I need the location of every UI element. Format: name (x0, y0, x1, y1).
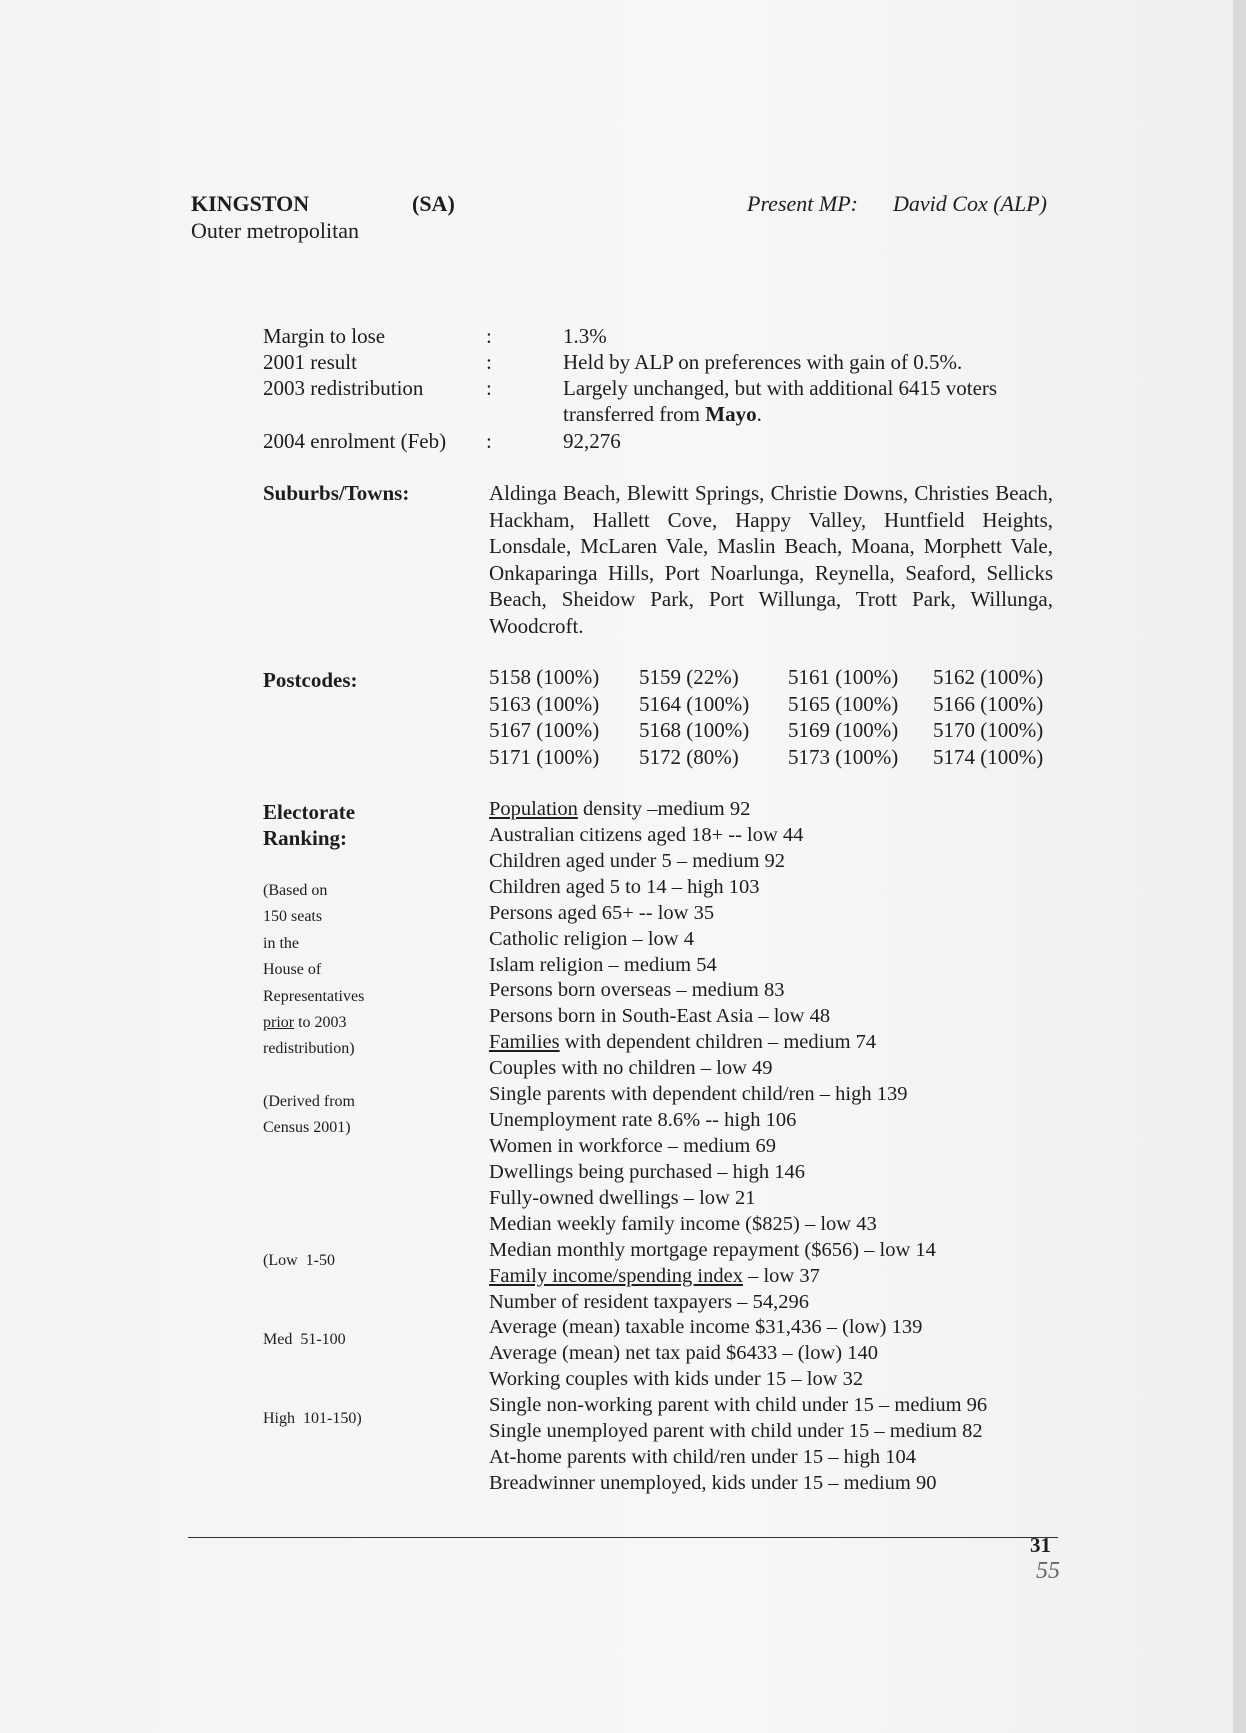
info-colon: : (486, 429, 492, 453)
note-line: Med 51-100 (263, 1331, 346, 1349)
note-underlined: prior (263, 1014, 295, 1032)
ranking-item (489, 1030, 987, 1056)
ranking-item (489, 823, 987, 849)
ranking-label-line2: Ranking: (263, 826, 348, 850)
ranking-item (489, 1082, 987, 1108)
ranking-item-text: Single non-working parent with child under 15 – medium 96 (489, 1394, 988, 1417)
info-label: Margin to lose (263, 324, 386, 348)
ranking-item-underlined: Families (489, 1031, 560, 1054)
ranking-item-text: Dwellings being purchased – high 146 (489, 1160, 805, 1183)
info-value-bold: Mayo (705, 402, 757, 426)
info-colon: : (486, 350, 492, 374)
ranking-item-text: Couples with no children – low 49 (489, 1057, 773, 1080)
info-colon: : (486, 376, 492, 400)
postcode-cell: 5171 (100%) (489, 745, 600, 769)
ranking-item-text: density –medium 92 (577, 798, 751, 820)
postcode-cell: 5172 (80%) (639, 745, 739, 769)
ranking-item-text: Women in workforce – medium 69 (489, 1134, 776, 1157)
postcode-cell: 5161 (100%) (788, 665, 899, 689)
ranking-item (489, 1004, 987, 1030)
ranking-item-text: Persons aged 65+ -- low 35 (489, 901, 715, 924)
ranking-item (489, 1238, 987, 1264)
note-line: House of (263, 961, 322, 979)
ranking-item-text: with dependent children – medium 74 (559, 1031, 877, 1054)
info-value: Held by ALP on preferences with gain of 0.5%. (563, 350, 963, 374)
suburbs-list: Aldinga Beach, Blewitt Springs, Christie Downs, Christies Beach, Hackham, Hallett Cove, Happy Valley, Huntfield Heights, Lonsdale, McLaren Vale, Maslin Beach, Moana, Morphett Vale, Onkaparinga Hills, Port Noarlunga, Reynella, Seaford, Sellicks Beach, Sheidow Park, Port Willunga, Trott Park, Willunga, Woodcroft. (489, 481, 1053, 638)
postcode-cell: 5173 (100%) (788, 745, 899, 769)
info-label: 2004 enrolment (Feb) (263, 429, 447, 453)
ranking-item (489, 1393, 987, 1419)
ranking-item (489, 1290, 987, 1316)
ranking-item-text: Australian citizens aged 18+ -- low 44 (489, 823, 804, 846)
ranking-note-derived (263, 1089, 355, 1142)
ranking-item-text: Number of resident taxpayers – 54,296 (489, 1290, 809, 1313)
postcode-cell: 5166 (100%) (933, 692, 1044, 716)
ranking-item-text: Median monthly mortgage repayment ($656) – low 14 (489, 1238, 936, 1261)
postcode-cell: 5165 (100%) (788, 692, 899, 716)
ranking-item-text: Single parents with dependent child/ren – high 139 (489, 1083, 908, 1106)
postcode-cell: 5169 (100%) (788, 718, 899, 742)
ranking-item (489, 797, 987, 823)
note-line: in the (263, 934, 299, 952)
ranking-item-text: Working couples with kids under 15 – low 32 (489, 1368, 864, 1391)
postcode-cell: 5162 (100%) (933, 665, 1044, 689)
postcode-cell: 5170 (100%) (933, 718, 1044, 742)
info-label: 2001 result (263, 350, 357, 374)
postcode-cell: 5163 (100%) (489, 692, 600, 716)
info-value: 92,276 (563, 429, 621, 453)
page-number: 31 (1030, 1533, 1051, 1557)
ranking-item-text: Children aged 5 to 14 – high 103 (489, 875, 760, 898)
ranking-item (489, 953, 987, 979)
postcode-cell: 5159 (22%) (639, 665, 739, 689)
ranking-item-underlined: Population (489, 798, 578, 820)
info-value-text: Largely unchanged, but with additional 6415 voters transferred from (563, 376, 998, 426)
ranking-item-text: Catholic religion – low 4 (489, 927, 694, 950)
note-line: Census 2001) (263, 1119, 351, 1137)
ranking-item-text: Single unemployed parent with child under 15 – medium 82 (489, 1420, 983, 1443)
note-text: to 2003 (294, 1014, 347, 1032)
info-colon: : (486, 324, 492, 348)
ranking-item-text: Unemployment rate 8.6% -- high 106 (489, 1109, 797, 1132)
ranking-note-based (263, 878, 364, 1063)
info-value: 1.3% (563, 324, 607, 348)
handwritten-mark: 55 (1036, 1558, 1060, 1584)
ranking-item-text: Fully-owned dwellings – low 21 (489, 1186, 756, 1209)
ranking-item-underlined: Family income/spending index (489, 1264, 743, 1287)
ranking-item (489, 1367, 987, 1393)
ranking-item-text: At-home parents with child/ren under 15 – high 104 (489, 1446, 916, 1469)
note-line: High 101-150) (263, 1410, 362, 1428)
present-mp-name: David Cox (ALP) (893, 191, 1047, 216)
postcode-cell: 5174 (100%) (933, 745, 1044, 769)
ranking-item (489, 1315, 987, 1341)
note-line (263, 1010, 364, 1036)
ranking-item-text: Persons born in South-East Asia – low 48 (489, 1005, 831, 1028)
note-line: (Low 1-50 (263, 1251, 335, 1269)
postcode-cell: 5168 (100%) (639, 718, 750, 742)
postcode-cell: 5164 (100%) (639, 692, 750, 716)
ranking-item (489, 1134, 987, 1160)
ranking-item (489, 1160, 987, 1186)
ranking-item-text: Islam religion – medium 54 (489, 953, 717, 976)
ranking-item (489, 1186, 987, 1212)
info-label: 2003 redistribution (263, 376, 424, 400)
ranking-item-text: Persons born overseas – medium 83 (489, 979, 785, 1002)
ranking-item (489, 901, 987, 927)
ranking-item-text: Median weekly family income ($825) – low 43 (489, 1212, 877, 1235)
present-mp-label: Present MP: (747, 191, 858, 216)
note-line: 150 seats (263, 908, 323, 926)
info-value (563, 375, 1083, 427)
postcode-cell: 5167 (100%) (489, 718, 600, 742)
ranking-item-text: – low 37 (742, 1264, 820, 1287)
ranking-item (489, 875, 987, 901)
note-line: (Derived from (263, 1093, 355, 1110)
postcodes-label: Postcodes: (263, 668, 358, 692)
ranking-item (489, 1056, 987, 1082)
ranking-item (489, 1341, 987, 1367)
ranking-note-scale (263, 1195, 362, 1485)
note-line: redistribution) (263, 1040, 355, 1058)
ranking-item-text: Average (mean) taxable income $31,436 – (low) 139 (489, 1316, 923, 1339)
ranking-item (489, 849, 987, 875)
note-line: (Based on (263, 882, 328, 899)
ranking-item (489, 1419, 987, 1445)
ranking-item-text: Breadwinner unemployed, kids under 15 – medium 90 (489, 1471, 937, 1494)
ranking-item (489, 927, 987, 953)
suburbs-label: Suburbs/Towns: (263, 481, 410, 505)
seat-name: KINGSTON (191, 191, 310, 216)
ranking-item (489, 1108, 987, 1134)
ranking-item-text: Children aged under 5 – medium 92 (489, 849, 786, 872)
info-value-end: . (756, 402, 762, 426)
ranking-item (489, 1471, 987, 1497)
ranking-label-line1: Electorate (263, 800, 356, 824)
ranking-list (489, 797, 987, 1497)
ranking-item (489, 1212, 987, 1238)
footer-rule (188, 1537, 1058, 1538)
ranking-item (489, 978, 987, 1004)
ranking-item (489, 1264, 987, 1290)
seat-category: Outer metropolitan (191, 218, 360, 243)
note-line: Representatives (263, 987, 365, 1005)
seat-state: (SA) (412, 191, 455, 216)
ranking-item (489, 1445, 987, 1471)
ranking-item-text: Average (mean) net tax paid $6433 – (low) 140 (489, 1342, 878, 1365)
postcode-cell: 5158 (100%) (489, 665, 600, 689)
